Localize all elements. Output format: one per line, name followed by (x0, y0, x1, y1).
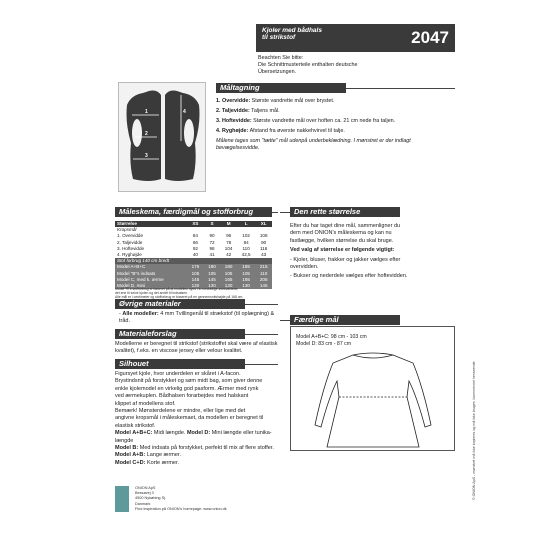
silhouet-line: Brystindsnit på forstykket og søm midt bag, som giver denne (115, 378, 263, 385)
model-text: Midi længde. (153, 430, 186, 437)
size-col-header: XL (255, 221, 272, 227)
cell: 90 (261, 239, 267, 245)
cell: 145 (204, 277, 221, 283)
cell: 104 (224, 245, 233, 251)
rette-subheading: Ved valg af størrelse er følgende vigtigt: (290, 247, 395, 254)
materialeforslag-heading: Materialeforslag (115, 329, 245, 339)
size-col-header: S (204, 221, 221, 227)
row-label: 3. Hoftevidde (117, 245, 145, 251)
measure-term: Hoftevidde: (222, 118, 252, 124)
cell: 116 (260, 245, 268, 251)
table-row (115, 233, 272, 239)
measure-text: Taljens mål. (251, 108, 280, 114)
model-line (115, 430, 283, 445)
footer-web: Find inspiration på ONION's homepage: www.onion.dk (135, 506, 227, 511)
row-label: Model A+B+C (115, 264, 187, 270)
cell: 108 (259, 233, 268, 239)
title-banner (256, 24, 455, 52)
footer-country: Danmark (135, 501, 151, 506)
footer-city: 4500 Nykøbing Sj. (135, 496, 167, 501)
cell: 180 (220, 264, 237, 270)
row-label: Model C, med k. ærme (115, 277, 187, 283)
oevrige-text: - Alle modeller: 4 mm Tvillingenål til strækstof (til oplægning) & tråd. (119, 311, 275, 325)
cell: 110 (242, 245, 250, 251)
measure-text: Afstand fra øverste nakkehvirvel til talje. (249, 128, 345, 134)
model-line (115, 445, 283, 452)
rette-rule (280, 212, 290, 213)
silhouet-rule (245, 364, 278, 365)
measure-text: Største vandrette mål over brystet. (251, 98, 335, 104)
size-col-header: Størrelse (115, 221, 187, 227)
footer-company: ONION ApS (135, 486, 156, 490)
german-note-line-3: Übersetzungen. (258, 68, 297, 75)
faerdige-heading: Færdige mål (290, 315, 400, 325)
oevrige-term: Alle modeller: (122, 311, 159, 317)
title-line-1: Kjoler med bådhals (262, 27, 322, 34)
maaleskema-heading: Måleskema, færdigmål og stofforbrug (115, 207, 272, 217)
silhouet-line: elastisk strikstof. (115, 422, 156, 429)
cell: 42,5 (241, 252, 251, 258)
model-text: Med indsats på forstykket, perfekt til mix af flere stoffer. (139, 445, 274, 452)
pattern-instruction-page (110, 24, 455, 524)
copyright-side-text (472, 170, 480, 500)
cell: 72 (209, 239, 215, 245)
cell: 105 (220, 271, 237, 277)
cell: 145 (187, 277, 204, 283)
cell: 98 (209, 245, 215, 251)
rette-bullet: - Bukser og nederdele vælges efter hoftevidden. (290, 273, 408, 280)
measurement-list (216, 98, 455, 152)
model-term: Model A+B: (115, 452, 146, 459)
brand-color-block (115, 486, 129, 512)
table-row (115, 271, 272, 277)
cell: 185 (237, 277, 255, 283)
cell: 43 (261, 252, 267, 258)
maaltagning-heading: Måltagning (216, 83, 346, 93)
dress-outline-icon (291, 327, 456, 452)
svg-text:4: 4 (183, 109, 186, 115)
cell: 40 (192, 252, 198, 258)
maaltagning-rule (346, 88, 455, 89)
rette-heading: Den rette størrelse (290, 207, 400, 217)
size-col-header: XS (187, 221, 204, 227)
svg-text:3: 3 (145, 153, 148, 159)
cell: 96 (226, 233, 232, 239)
model-term: Model B: (115, 445, 139, 452)
measure-item (216, 128, 455, 135)
cell: 105 (237, 271, 255, 277)
cell: 92 (192, 245, 198, 251)
cell: 84 (243, 239, 249, 245)
finished-line-1: Model A+B+C: 98 cm - 103 cm (296, 334, 367, 340)
size-col-header: M (220, 221, 237, 227)
german-note-line-2: Die Schnittmusterteile enthalten deutsche (258, 61, 358, 68)
rette-bullet-text: Bukser og nederdele vælges efter hoftevidden. (293, 273, 408, 280)
german-note-line-1: Beachten Sie bitte: (258, 55, 304, 61)
cell: 105 (187, 271, 204, 277)
model-term: Model C+D: (115, 459, 146, 466)
materialeforslag-rule (245, 334, 278, 335)
model-line (115, 460, 283, 467)
cell: 185 (237, 264, 255, 270)
silhouet-heading: Silhouet (115, 359, 245, 369)
measure-term: Taljevidde: (222, 108, 250, 114)
silhouet-line: Figursyet kjole, hvor underdelen er skåret i A-facon. (115, 371, 241, 377)
table-row (115, 264, 272, 270)
german-note (258, 55, 358, 75)
measure-num: 2. (216, 108, 221, 114)
body-figure-icon (119, 83, 207, 193)
silhouet-line: angivne kropsmål i måleskemaet, da modellen er beregnet til (115, 415, 264, 422)
measure-item (216, 118, 455, 125)
cell: 130 (187, 283, 204, 289)
cell: 90 (209, 233, 215, 239)
table-row (115, 240, 272, 246)
measure-term: Ryghøjde: (222, 128, 249, 134)
faerdige-rule (280, 320, 290, 321)
cell: 130 (204, 283, 221, 289)
measure-num: 4. (216, 128, 221, 134)
measure-text: Største vandrette mål over hoften ca. 21 cm nede fra taljen. (253, 118, 396, 124)
measurement-figures (118, 82, 206, 192)
measure-item (216, 98, 455, 105)
row-label: Model "B"s indsats (115, 271, 187, 277)
cell: 165 (220, 277, 237, 283)
cell: 78 (226, 239, 232, 245)
size-col-header: L (237, 221, 255, 227)
finished-line-2: Model D: 83 cm - 87 cm (296, 341, 352, 347)
cell: 105 (204, 271, 221, 277)
size-table (115, 221, 272, 289)
cell: 42 (226, 252, 232, 258)
oevrige-rule (245, 304, 278, 305)
row-label: 1. Overvidde (117, 233, 144, 239)
cell: 180 (204, 264, 221, 270)
footnote-2: det ene til selve kjolen og det andet til indsatsen. (115, 291, 188, 296)
pattern-title (262, 27, 322, 41)
model-line (115, 452, 283, 459)
footer-street: Bessøvej 3 (135, 491, 154, 496)
model-term: Model D: (186, 430, 211, 437)
measure-num: 1. (216, 98, 221, 104)
maaleskema-rule (272, 212, 278, 213)
measure-num: 3. (216, 118, 221, 124)
stof-label: Stof forbrug 140 cm bredt (115, 258, 272, 264)
cell: 205 (255, 277, 272, 283)
footer-address (135, 486, 227, 512)
cell: 41 (209, 252, 215, 258)
model-text: Korte ærmer. (146, 459, 180, 466)
svg-text:1: 1 (145, 109, 148, 115)
cell: 175 (187, 264, 204, 270)
svg-text:2: 2 (145, 131, 148, 137)
silhouet-line: enkle kjolemodel en virkelig god pasform. Ærmer med rynk (115, 385, 259, 392)
cell: 102 (242, 233, 250, 239)
model-term: Model A+B+C: (115, 430, 153, 437)
row-label: Model D, mini (115, 283, 187, 289)
table-footnotes (115, 287, 280, 300)
finished-dress-illustration (290, 326, 455, 451)
row-label: 2. Taljevidde (117, 239, 143, 245)
row-label: 4. Ryghøjde (117, 252, 142, 258)
kropsmaal-label: Kropsmål (117, 227, 137, 233)
footnote-3: Alle mål er i centimeter og stofforbrug er baseret på en gennemsnitshøjde på 168 cm. (115, 295, 244, 300)
silhouet-line: ved ærmekuplen. Bådhalsen forarbejdes med halskant (115, 393, 249, 400)
rette-text (290, 223, 410, 281)
cell: 84 (192, 233, 198, 239)
footnote-1: Model "B"s stofforbrug er baseret på at modellen syes i to forskellige stofkvaliteter, (115, 287, 239, 291)
materialeforslag-text: Modellerne er beregnet til strikstof (strikstoffet skal være af elastisk kvalitet), f.eks. en viscose jersey eller velour kvalitet. (115, 341, 278, 355)
copyright-text: © ONION ApS - mønstret må ikke kopieres og må ikke bruges i kommerciel henseende (472, 361, 476, 500)
cell: 130 (237, 283, 255, 289)
measure-note: Målene tages som "tætte" mål udenpå underbeklædning. I mønstret er der indlagt bevægelsesvidde. (216, 138, 411, 151)
rette-body: Efter du har taget dine mål, sammenligner du dem med ONION's måleskema og kan nu fastlægge, hvilken størrelse du skal bruge. (290, 223, 401, 244)
cell: 145 (255, 283, 272, 289)
rette-bullet-text: Kjoler, bluser, frakker og jakker vælges efter overvidden. (290, 256, 401, 271)
rette-bullet: - Kjoler, bluser, frakker og jakker vælges efter overvidden. (290, 256, 401, 271)
model-text: Lange ærmer. (146, 452, 181, 459)
silhouet-line: Bemærk! Mønsterdelene er mindre, eller lige med det (115, 408, 246, 415)
measure-term: Overvidde: (222, 98, 251, 104)
cell: 110 (255, 271, 272, 277)
cell: 215 (255, 264, 272, 270)
oevrige-heading: Øvrige materialer (115, 299, 245, 309)
cell: 66 (192, 239, 198, 245)
measure-item (216, 108, 455, 115)
silhouet-line: klippet af modellens stof. (115, 400, 176, 407)
title-line-2: til strikstof (262, 34, 296, 41)
oevrige-body: 4 mm Tvillingenål til strækstof (til oplægning) & tråd. (119, 311, 275, 325)
cell: 130 (220, 283, 237, 289)
silhouet-text (115, 371, 283, 467)
pattern-number: 2047 (411, 28, 449, 47)
model-text: Mini længde eller tunika-længde (115, 430, 272, 444)
